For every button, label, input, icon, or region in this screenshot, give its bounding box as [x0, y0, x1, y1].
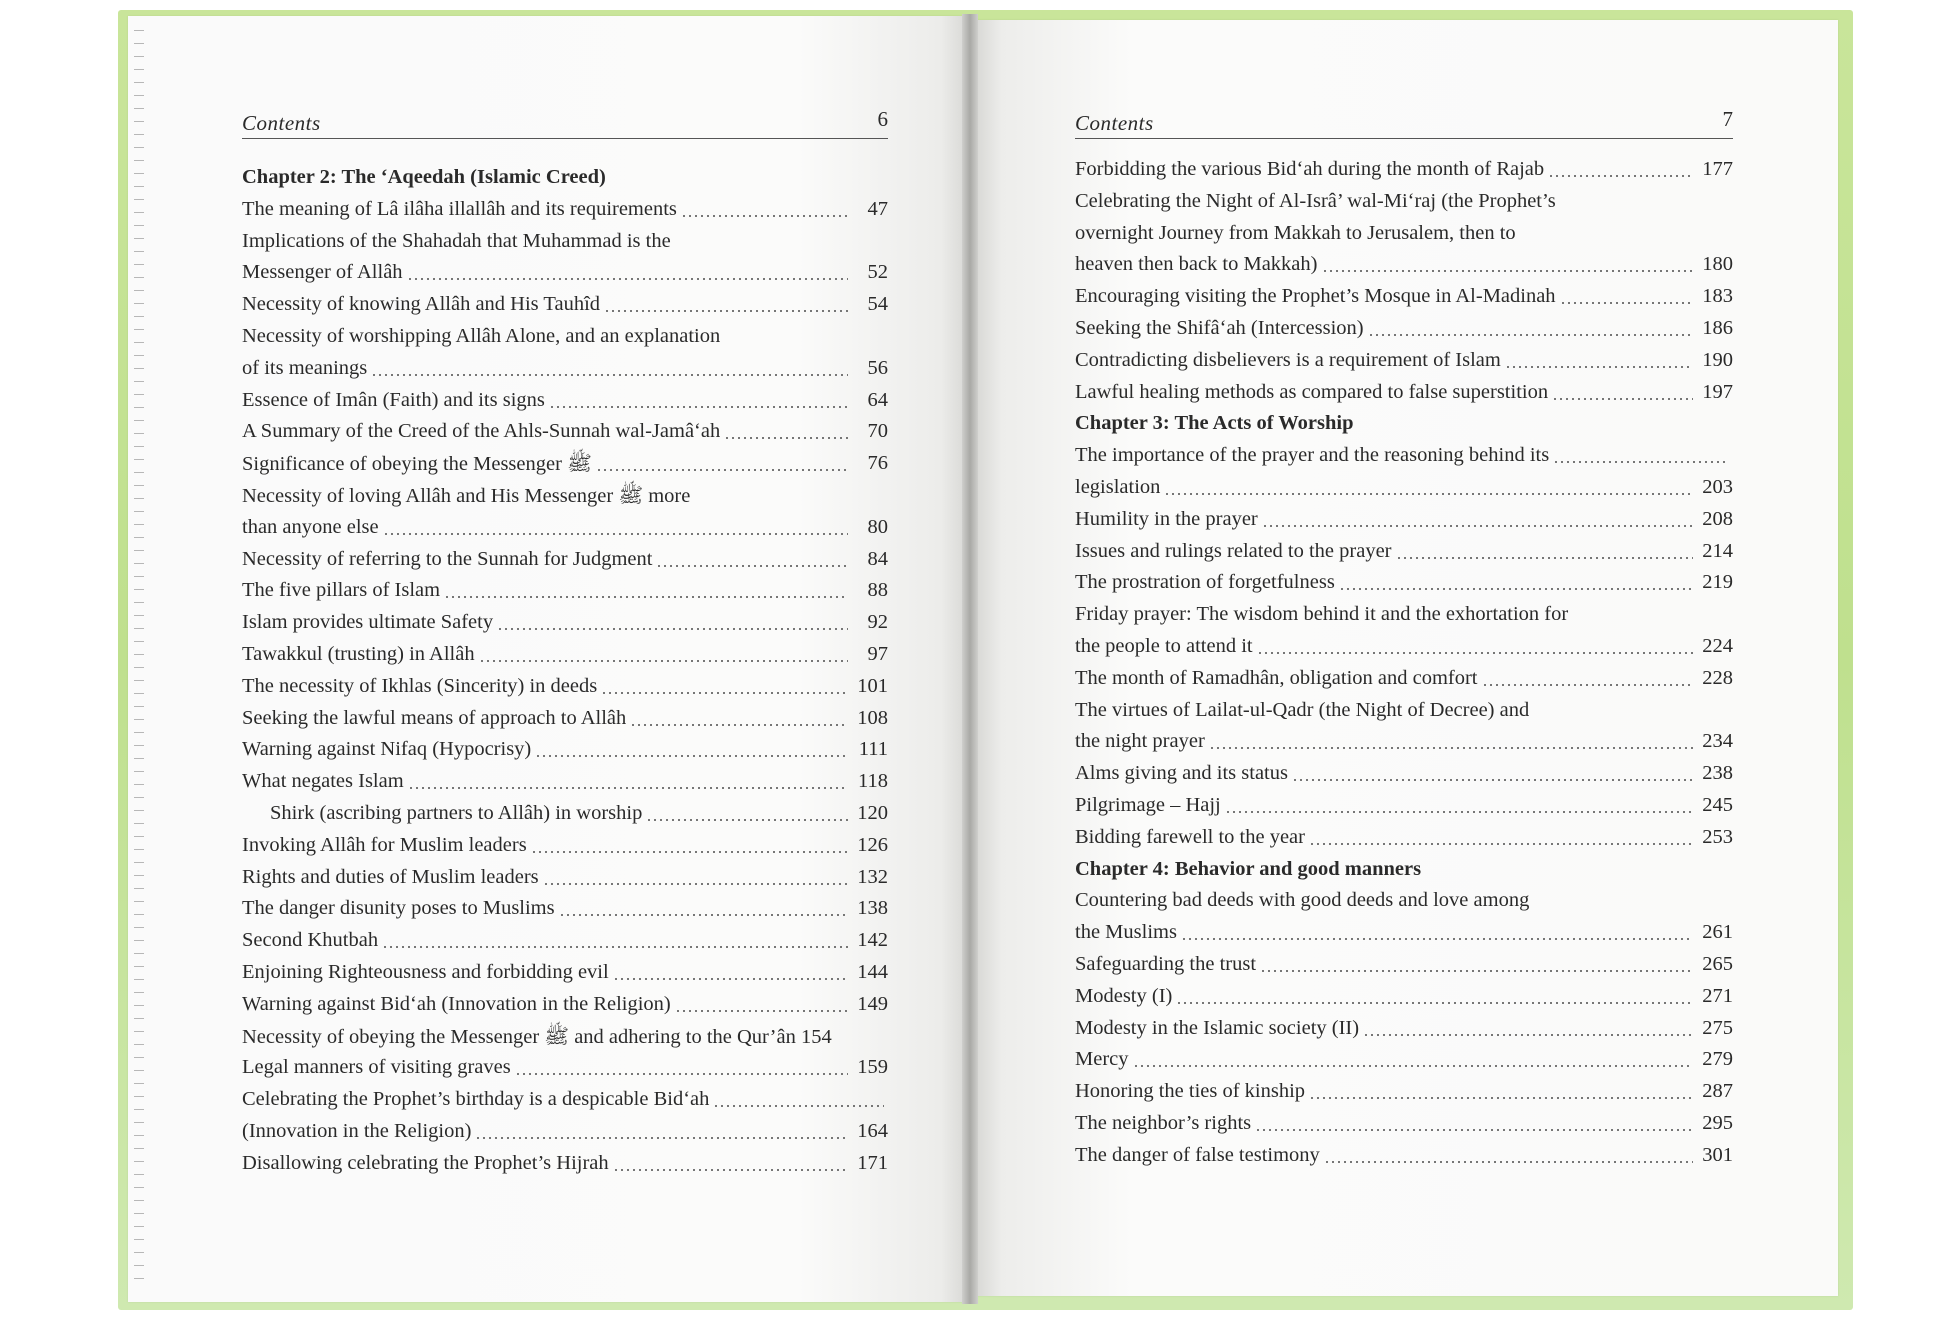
toc-page-number: 197 [1702, 380, 1733, 403]
toc-leader-dots [1339, 588, 1693, 590]
toc-entry [1075, 253, 1733, 283]
toc-entry-text: Essence of Imân (Faith) and its signs [242, 388, 545, 411]
toc-leader-dots [1363, 1034, 1693, 1036]
toc-entry-text: The month of Ramadhân, obligation and comfort [1075, 666, 1478, 689]
toc-page-number: 101 [857, 674, 888, 697]
toc-leader-dots [1260, 970, 1693, 972]
toc-page-number: 234 [1702, 730, 1733, 753]
toc-entry [242, 420, 888, 450]
toc-entry [1075, 953, 1733, 983]
toc-page-number: 301 [1702, 1143, 1733, 1166]
toc-entry-text: Issues and rulings related to the prayer [1075, 539, 1392, 562]
toc-entry-text: legislation [1075, 476, 1161, 498]
toc-entry-text: Tawakkul (trusting) in Allâh [242, 643, 475, 665]
toc-leader-dots [444, 596, 848, 598]
toc-entry [242, 1025, 888, 1055]
toc-entry [1075, 349, 1733, 379]
toc-entry [1075, 921, 1733, 951]
toc-leader-dots [1181, 938, 1693, 940]
toc-page-number: 190 [1702, 348, 1733, 371]
toc-entry [242, 802, 888, 832]
toc-entry-text: Warning against Bid‘ah (Innovation in the Religion) [242, 992, 671, 1015]
toc-entry [1075, 762, 1733, 792]
toc-entry-text: Pilgrimage – Hajj [1075, 794, 1221, 816]
toc-entry-text: Significance of obeying the Messenger ﷺ [242, 453, 592, 476]
toc-entry-text: Modesty (I) [1075, 984, 1173, 1007]
toc-page-number: 92 [867, 611, 888, 634]
toc-leader-dots [497, 628, 848, 630]
toc-entry-text: Chapter 3: The Acts of Worship [1075, 412, 1354, 435]
toc-entry-text: Modesty in the Islamic society (II) [1075, 1016, 1360, 1039]
toc-entry [242, 1088, 888, 1118]
toc-entry [1075, 508, 1733, 538]
toc-entry [242, 1152, 888, 1182]
toc-leader-dots [543, 883, 848, 885]
toc-leader-dots [475, 1137, 848, 1139]
toc-entry-text: Disallowing celebrating the Prophet’s Hijrah [242, 1151, 609, 1174]
toc-page-number: 224 [1702, 635, 1733, 657]
toc-entry [242, 325, 888, 355]
toc-entry-text: Rights and duties of Muslim leaders [242, 865, 539, 888]
toc-page-number: 97 [867, 643, 888, 665]
toc-entry-text: overnight Journey from Makkah to Jerusalem, then to [1075, 221, 1516, 244]
toc-page-number: 271 [1702, 984, 1733, 1007]
toc-page-number: 88 [867, 579, 888, 602]
toc-entry-text: Lawful healing methods as compared to false superstition [1075, 380, 1549, 403]
toc-leader-dots [1505, 366, 1693, 368]
toc-entry [242, 516, 888, 546]
toc-leader-dots [604, 310, 848, 312]
left-page-header [242, 106, 888, 139]
toc-entry-text: The prostration of forgetfulness [1075, 571, 1335, 594]
toc-entry [1075, 635, 1733, 665]
toc-page-number: 164 [857, 1120, 888, 1142]
toc-entry-text: Shirk (ascribing partners to Allâh) in worship [270, 802, 643, 824]
right-page-header [1075, 106, 1733, 139]
toc-entry [242, 738, 888, 768]
toc-leader-dots [646, 819, 848, 821]
toc-entry-text: Safeguarding the trust [1075, 953, 1257, 975]
toc-entry-text: A Summary of the Creed of the Ahls-Sunnah wal-Jamâ‘ah [242, 420, 721, 443]
toc-leader-dots [1176, 1002, 1693, 1004]
toc-leader-dots [515, 1073, 848, 1075]
toc-leader-dots [724, 437, 848, 439]
toc-leader-dots [675, 1010, 848, 1012]
toc-entry [1075, 1017, 1733, 1047]
toc-entry [242, 293, 888, 323]
toc-entry [1075, 889, 1733, 919]
toc-page-number: 118 [858, 770, 888, 793]
toc-entry [242, 929, 888, 959]
toc-leader-dots [531, 851, 848, 853]
toc-entry [1075, 1048, 1733, 1078]
toc-entry-text: The danger disunity poses to Muslims [242, 897, 555, 920]
toc-page-number: 108 [857, 706, 888, 729]
toc-leader-dots [1324, 1161, 1693, 1163]
toc-entry-text: The meaning of Lâ ilâha illallâh and its requirements [242, 197, 677, 220]
toc-entry-text: Celebrating the Prophet’s birthday is a despicable Bid‘ah [242, 1088, 710, 1111]
toc-leader-dots [1164, 493, 1693, 495]
toc-entry-text: the people to attend it [1075, 635, 1253, 657]
toc-page-number: 214 [1702, 539, 1733, 562]
toc-entry [1075, 381, 1733, 411]
toc-page-number: 84 [867, 547, 888, 570]
toc-entry [242, 357, 888, 387]
toc-page-number: 76 [867, 452, 888, 475]
toc-leader-dots [1225, 811, 1693, 813]
toc-entry-text: Necessity of referring to the Sunnah for Judgment [242, 547, 653, 570]
toc-entry-text: The neighbor’s rights [1075, 1112, 1252, 1134]
toc-entry [1075, 985, 1733, 1015]
toc-entry [242, 198, 888, 228]
toc-leader-dots [1309, 1097, 1693, 1099]
toc-page-number: 149 [857, 992, 888, 1015]
toc-entry-text: Celebrating the Night of Al-Isrâ’ wal-Mi‘raj (the Prophet’s [1075, 189, 1556, 212]
toc-page-number: 228 [1702, 666, 1733, 689]
toc-page-number: 120 [857, 802, 888, 824]
toc-page-number: 111 [858, 738, 888, 761]
toc-page-number: 142 [857, 929, 888, 952]
toc-entry [242, 675, 888, 705]
toc-entry [1075, 794, 1733, 824]
toc-entry-text: than anyone else [242, 515, 379, 538]
toc-page-number: 261 [1702, 921, 1733, 944]
toc-leader-dots [1396, 557, 1693, 559]
toc-entry-text: of its meanings [242, 356, 368, 379]
toc-leader-dots [1262, 525, 1693, 527]
toc-entry-text: Warning against Nifaq (Hypocrisy) [242, 738, 532, 761]
toc-page-number: 138 [857, 897, 888, 920]
toc-leader-dots [1553, 461, 1729, 463]
toc-leader-dots [479, 660, 848, 662]
toc-page-number: 265 [1702, 953, 1733, 975]
toc-leader-dots [1255, 1129, 1693, 1131]
toc-entry [1075, 158, 1733, 188]
toc-leader-dots [1257, 652, 1693, 654]
toc-entry [1075, 699, 1733, 729]
toc-page-number: 295 [1702, 1112, 1733, 1134]
toc-entry [1075, 1112, 1733, 1142]
toc-entry-text: Seeking the lawful means of approach to Allâh [242, 706, 627, 729]
toc-leader-dots [1548, 175, 1693, 177]
toc-entry-text: The importance of the prayer and the reasoning behind its [1075, 444, 1550, 467]
toc-entry [1075, 667, 1733, 697]
binding-edge [134, 30, 144, 1290]
toc-page-number: 80 [867, 515, 888, 538]
toc-entry-text: Implications of the Shahadah that Muhammad is the [242, 229, 671, 252]
toc-leader-dots [656, 565, 848, 567]
toc-entry-text: Alms giving and its status [1075, 762, 1288, 785]
toc-page-number: 177 [1702, 158, 1733, 180]
toc-page-number: 238 [1702, 762, 1733, 785]
toc-entry [1075, 190, 1733, 220]
left-header-page-number: 6 [877, 107, 888, 131]
toc-entry-text: Necessity of loving Allâh and His Messenger ﷺ more [242, 485, 691, 507]
left-header-title: Contents [242, 111, 321, 135]
toc-entry-text: (Innovation in the Religion) [242, 1120, 472, 1142]
toc-entry-text: The virtues of Lailat-ul-Qadr (the Night of Decree) and [1075, 698, 1530, 721]
toc-page-number: 64 [867, 388, 888, 411]
toc-entry [1075, 1080, 1733, 1110]
toc-entry [242, 643, 888, 673]
toc-page-number: 219 [1702, 571, 1733, 594]
toc-entry-text: Chapter 4: Behavior and good manners [1075, 857, 1422, 880]
toc-entry-text: The necessity of Ikhlas (Sincerity) in deeds [242, 674, 598, 697]
toc-leader-dots [596, 469, 848, 471]
toc-leader-dots [1482, 684, 1693, 686]
toc-page-number: 275 [1702, 1016, 1733, 1039]
toc-page-number: 245 [1702, 794, 1733, 816]
toc-leader-dots [681, 215, 848, 217]
toc-page-number: 186 [1702, 317, 1733, 339]
toc-entry-text: Enjoining Righteousness and forbidding evil [242, 961, 609, 983]
toc-entry [242, 897, 888, 927]
toc-entry [242, 230, 888, 260]
toc-page-number: 159 [857, 1056, 888, 1079]
toc-leader-dots [371, 374, 848, 376]
toc-entry [242, 548, 888, 578]
toc-leader-dots [630, 724, 848, 726]
toc-page-number: 279 [1702, 1048, 1733, 1071]
toc-leader-dots [601, 692, 848, 694]
toc-entry [242, 1056, 888, 1086]
toc-leader-dots [613, 978, 848, 980]
toc-page-number: 126 [857, 833, 888, 856]
toc-page-number: 70 [867, 420, 888, 443]
toc-entry-text: Contradicting disbelievers is a requirement of Islam [1075, 348, 1501, 371]
toc-leader-dots [613, 1169, 848, 1171]
toc-entry-text: Necessity of obeying the Messenger ﷺ and adhering to the Qur’ân 154 [242, 1025, 832, 1048]
toc-entry [1075, 444, 1733, 474]
toc-entry [242, 866, 888, 896]
toc-entry-text: Seeking the Shifâ‘ah (Intercession) [1075, 317, 1364, 339]
toc-page-number: 54 [867, 293, 888, 316]
toc-entry [242, 770, 888, 800]
toc-entry [1075, 730, 1733, 760]
toc-page-number: 208 [1702, 507, 1733, 530]
toc-page-number: 171 [857, 1151, 888, 1174]
book-spine-gutter [962, 14, 978, 1304]
toc-entry [1075, 317, 1733, 347]
toc-leader-dots [383, 533, 848, 535]
toc-leader-dots [713, 1105, 884, 1107]
toc-page-number: 56 [867, 356, 888, 379]
toc-leader-dots [1322, 270, 1693, 272]
toc-chapter-heading [242, 166, 888, 196]
toc-entry-text: Chapter 2: The ‘Aqeedah (Islamic Creed) [242, 166, 606, 188]
toc-entry [1075, 603, 1733, 633]
toc-entry [242, 452, 888, 482]
toc-entry [242, 611, 888, 641]
toc-page-number: 203 [1702, 476, 1733, 498]
toc-entry-text: What negates Islam [242, 770, 404, 793]
toc-entry [1075, 571, 1733, 601]
toc-leader-dots [1368, 334, 1693, 336]
toc-entry-text: heaven then back to Makkah) [1075, 253, 1318, 276]
toc-entry-text: Bidding farewell to the year [1075, 825, 1305, 848]
toc-entry-text: Second Khutbah [242, 929, 379, 952]
toc-page-number: 47 [867, 197, 888, 220]
toc-entry [242, 1120, 888, 1150]
toc-entry-text: Islam provides ultimate Safety [242, 611, 494, 634]
toc-entry [1075, 540, 1733, 570]
toc-entry [1075, 476, 1733, 506]
toc-entry-text: Friday prayer: The wisdom behind it and the exhortation for [1075, 603, 1569, 626]
toc-entry-text: Invoking Allâh for Muslim leaders [242, 833, 527, 856]
toc-entry-text: Messenger of Allâh [242, 261, 403, 284]
toc-chapter-heading [1075, 858, 1733, 888]
toc-entry-text: the Muslims [1075, 921, 1177, 944]
toc-leader-dots [1133, 1065, 1693, 1067]
toc-entry [242, 484, 888, 514]
toc-entry-text: Encouraging visiting the Prophet’s Mosque in Al-Madinah [1075, 285, 1556, 308]
toc-entry-text: Mercy [1075, 1048, 1129, 1071]
toc-entry-text: Countering bad deeds with good deeds and love among [1075, 889, 1530, 912]
toc-entry [242, 961, 888, 991]
toc-entry [1075, 826, 1733, 856]
toc-leader-dots [1560, 302, 1693, 304]
toc-leader-dots [1292, 779, 1693, 781]
toc-entry-text: Humility in the prayer [1075, 507, 1258, 530]
toc-entry-text: The danger of false testimony [1075, 1143, 1320, 1166]
toc-entry [242, 993, 888, 1023]
toc-page-number: 253 [1702, 825, 1733, 848]
toc-entry [1075, 222, 1733, 252]
toc-page-number: 180 [1702, 253, 1733, 276]
toc-page-number: 287 [1702, 1080, 1733, 1103]
toc-entry-text: The five pillars of Islam [242, 579, 441, 602]
toc-page-number: 52 [867, 261, 888, 284]
toc-entry-text: Forbidding the various Bid‘ah during the month of Rajab [1075, 158, 1545, 180]
toc-entry-text: Honoring the ties of kinship [1075, 1080, 1306, 1103]
toc-entry [242, 707, 888, 737]
toc-entry [242, 389, 888, 419]
toc-chapter-heading [1075, 412, 1733, 442]
toc-entry [242, 579, 888, 609]
toc-leader-dots [549, 406, 848, 408]
right-header-title: Contents [1075, 111, 1154, 135]
toc-leader-dots [408, 787, 848, 789]
right-header-page-number: 7 [1722, 107, 1733, 131]
toc-page-number: 144 [857, 961, 888, 983]
toc-leader-dots [407, 278, 848, 280]
toc-leader-dots [382, 946, 848, 948]
toc-leader-dots [1209, 747, 1693, 749]
toc-entry [1075, 1144, 1733, 1174]
toc-entry [242, 834, 888, 864]
toc-entry-text: Legal manners of visiting graves [242, 1056, 511, 1079]
toc-page-number: 132 [857, 865, 888, 888]
toc-leader-dots [559, 914, 848, 916]
toc-entry-text: the night prayer [1075, 730, 1205, 753]
toc-leader-dots [1309, 843, 1693, 845]
toc-page-number: 183 [1702, 285, 1733, 308]
toc-entry-text: Necessity of worshipping Allâh Alone, and an explanation [242, 325, 721, 347]
toc-leader-dots [535, 755, 848, 757]
toc-leader-dots [1552, 398, 1693, 400]
toc-entry [242, 261, 888, 291]
toc-entry-text: Necessity of knowing Allâh and His Tauhîd [242, 293, 601, 316]
toc-entry [1075, 285, 1733, 315]
